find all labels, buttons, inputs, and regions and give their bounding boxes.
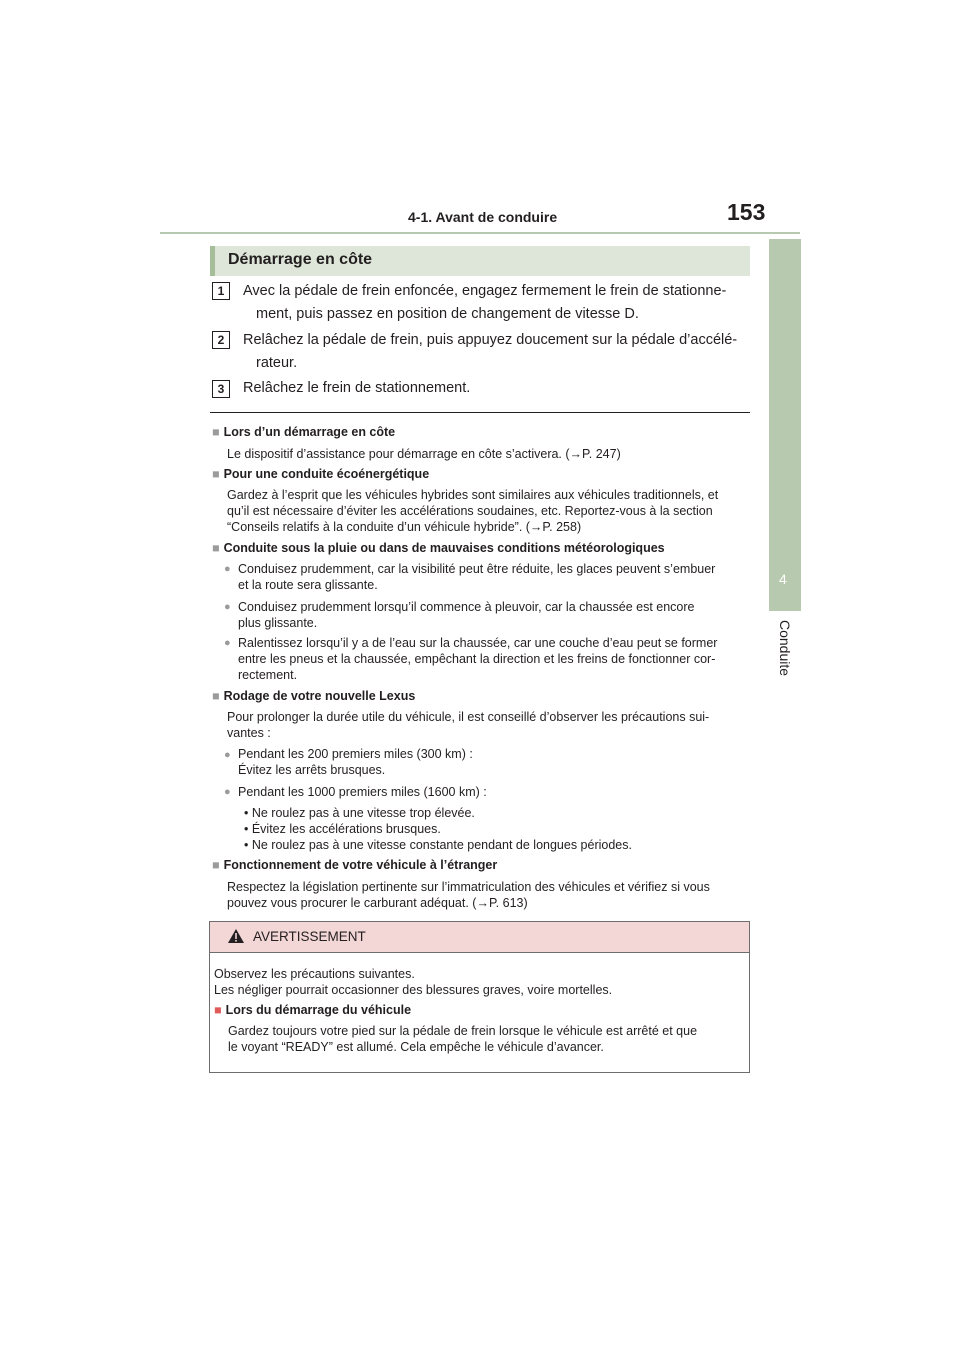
- note-3-bullet-1-line-2: et la route sera glissante.: [238, 578, 378, 592]
- note-1-text: Le dispositif d’assistance pour démarrage en côte s’activera. (→P. 247): [227, 447, 621, 461]
- round-bullet-icon: ●: [224, 749, 231, 761]
- round-bullet-icon: ●: [224, 786, 231, 798]
- note-2-title: Pour une conduite écoénergétique: [223, 467, 430, 481]
- content-divider: [210, 412, 750, 413]
- section-title: Démarrage en côte: [228, 251, 373, 268]
- square-bullet-icon: ■: [212, 689, 220, 703]
- warning-triangle-icon: [227, 928, 245, 949]
- warning-line-1: Observez les précautions suivantes.: [214, 967, 415, 981]
- note-3-bullet-2: [238, 599, 748, 631]
- note-2-line-3: “Conseils relatifs à la conduite d’un véhicule hybride”. (→P. 258): [227, 520, 582, 534]
- step-2-line-1: Relâchez la pédale de frein, puis appuyez doucement sur la pédale d’accélé-: [243, 332, 738, 348]
- step-3-line-1: Relâchez le frein de stationnement.: [243, 380, 471, 396]
- warning-box: [209, 921, 750, 1073]
- note-heading-abroad: [212, 858, 497, 872]
- note-2-text: [227, 487, 747, 535]
- note-3-bullet-3-line-2: entre les pneus et la chaussée, empêchant la direction et les freins de fonctionner cor-: [238, 652, 716, 666]
- note-3-bullet-3: [238, 635, 748, 683]
- note-4-sub-item-1: • Ne roulez pas à une vitesse trop élevée.: [244, 806, 475, 820]
- note-5-title: Fonctionnement de votre véhicule à l’étranger: [223, 858, 498, 872]
- note-2-line-1: Gardez à l’esprit que les véhicules hybrides sont similaires aux véhicules traditionnels, et: [227, 488, 719, 502]
- note-4-bullet-2-line-1: Pendant les 1000 premiers miles (1600 km) :: [238, 785, 487, 799]
- round-bullet-icon: ●: [224, 563, 231, 575]
- warning-body-line-2: le voyant “READY” est allumé. Cela empêche le véhicule d’avancer.: [228, 1040, 604, 1054]
- step-1-line-1: Avec la pédale de frein enfoncée, engagez fermement le frein de stationne-: [243, 283, 727, 299]
- step-number-2: 2: [212, 331, 230, 349]
- note-4-text: [227, 709, 747, 741]
- warning-body: [228, 1023, 744, 1055]
- square-bullet-icon: ■: [212, 425, 220, 439]
- note-heading-eco-driving: [212, 467, 429, 481]
- note-4-bullet-1-line-2: Évitez les arrêts brusques.: [238, 763, 386, 777]
- square-bullet-icon: ■: [212, 858, 220, 872]
- round-bullet-icon: ●: [224, 601, 231, 613]
- square-bullet-icon: ■: [212, 541, 220, 555]
- header-divider: [160, 232, 800, 234]
- note-3-bullet-2-line-1: Conduisez prudemment lorsqu’il commence à pleuvoir, car la chaussée est encore: [238, 600, 695, 614]
- warning-line-2: Les négliger pourrait occasionner des blessures graves, voire mortelles.: [214, 983, 613, 997]
- note-5-line-1: Respectez la législation pertinente sur l’immatriculation des véhicules et vérifiez si vous: [227, 880, 710, 894]
- square-bullet-icon: ■: [212, 467, 220, 481]
- warning-intro: [214, 966, 744, 998]
- note-4-line-1: Pour prolonger la durée utile du véhicule, il est conseillé d’observer les précautions sui-: [227, 710, 710, 724]
- warning-body-line-1: Gardez toujours votre pied sur la pédale de frein lorsque le véhicule est arrêté et que: [228, 1024, 698, 1038]
- step-2-line-2: rateur.: [256, 355, 298, 371]
- section-header: [210, 246, 750, 276]
- note-3-title: Conduite sous la pluie ou dans de mauvaises conditions météorologiques: [223, 541, 665, 555]
- note-3-bullet-2-line-2: plus glissante.: [238, 616, 318, 630]
- step-text-2: [243, 329, 748, 375]
- note-5-line-2: pouvez vous procurer le carburant adéquat. (→P. 613): [227, 896, 528, 910]
- note-4-bullet-2: [238, 784, 748, 800]
- note-heading-break-in: [212, 689, 415, 703]
- chapter-label: Conduite: [777, 619, 793, 677]
- warning-header: [210, 922, 749, 953]
- note-heading-hill-start: [212, 425, 395, 439]
- note-3-bullet-3-line-1: Ralentissez lorsqu’il y a de l’eau sur la chaussée, car une couche d’eau peut se former: [238, 636, 718, 650]
- step-text-3: [243, 377, 748, 400]
- note-4-line-2: vantes :: [227, 726, 271, 740]
- square-bullet-icon: ■: [214, 1003, 222, 1017]
- chapter-tab: [769, 239, 801, 611]
- step-1-line-2: ment, puis passez en position de changement de vitesse D.: [256, 306, 639, 322]
- step-text-1: [243, 280, 748, 326]
- warning-title: AVERTISSEMENT: [253, 929, 366, 944]
- warning-subheading: [214, 1003, 411, 1017]
- note-5-text: [227, 879, 747, 911]
- round-bullet-icon: ●: [224, 637, 231, 649]
- note-3-bullet-1-line-1: Conduisez prudemment, car la visibilité peut être réduite, les glaces peuvent s’embuer: [238, 562, 716, 576]
- note-4-sublist: [244, 805, 744, 853]
- step-number-1: 1: [212, 282, 230, 300]
- note-4-title: Rodage de votre nouvelle Lexus: [223, 689, 416, 703]
- note-4-sub-item-2: • Évitez les accélérations brusques.: [244, 822, 441, 836]
- note-3-bullet-3-line-3: rectement.: [238, 668, 298, 682]
- note-4-sub-item-3: • Ne roulez pas à une vitesse constante pendant de longues périodes.: [244, 838, 632, 852]
- page-number: 153: [727, 199, 766, 225]
- note-2-line-2: qu’il est nécessaire d’éviter les accélérations soudaines, etc. Reportez-vous à la section: [227, 504, 713, 518]
- note-heading-rain: [212, 541, 665, 555]
- note-4-bullet-1: [238, 746, 748, 778]
- header-section-title: 4-1. Avant de conduire: [408, 209, 558, 225]
- step-number-3: 3: [212, 380, 230, 398]
- note-1-title: Lors d’un démarrage en côte: [223, 425, 396, 439]
- note-4-bullet-1-line-1: Pendant les 200 premiers miles (300 km) :: [238, 747, 473, 761]
- warning-sub-title: Lors du démarrage du véhicule: [225, 1003, 412, 1017]
- note-3-bullet-1: [238, 561, 748, 593]
- chapter-number: 4: [779, 571, 787, 587]
